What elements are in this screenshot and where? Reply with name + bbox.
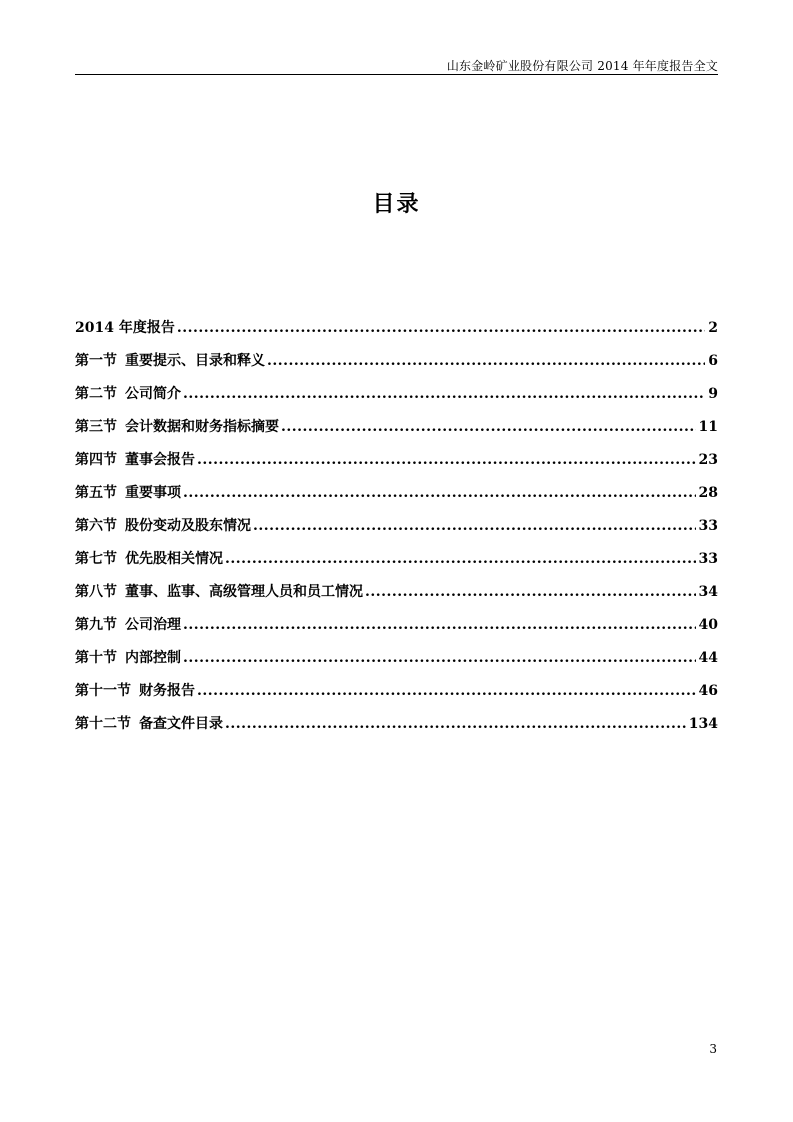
toc-entry-label (75, 713, 223, 733)
toc-entry-section-5[interactable] (75, 482, 718, 515)
toc-dot-leader (253, 518, 696, 534)
toc-dot-leader (225, 551, 696, 567)
toc-entry-section-7[interactable] (75, 548, 718, 581)
running-header: 山东金岭矿业股份有限公司 2014 年年度报告全文 (446, 59, 718, 73)
toc-entry-page: 134 (688, 716, 718, 732)
toc-entry-section-6[interactable] (75, 515, 718, 548)
toc-entry-title: 重要事项 (125, 485, 181, 501)
toc-dot-leader (197, 452, 696, 468)
toc-entry-page: 9 (708, 386, 718, 402)
toc-entry-chapter: 第二节 (75, 386, 117, 402)
toc-entry-label (75, 614, 181, 634)
toc-entry-chapter: 第七节 (75, 551, 117, 567)
toc-entry-chapter: 第四节 (75, 452, 117, 468)
toc-entry-title: 内部控制 (125, 650, 181, 666)
toc-entry-page: 46 (698, 683, 718, 699)
toc-dot-leader (281, 419, 696, 435)
toc-entry-section-4[interactable] (75, 449, 718, 482)
toc-entry-label (75, 647, 181, 667)
toc-entry-annual-report[interactable] (75, 317, 718, 350)
toc-dot-leader (183, 617, 696, 633)
toc-entry-page: 2 (708, 320, 718, 336)
toc-entry-title: 股份变动及股东情况 (125, 518, 251, 534)
page-title: 目录 (372, 191, 421, 217)
toc-entry-page: 40 (698, 617, 718, 633)
toc-entry-page: 44 (698, 650, 718, 666)
toc-entry-title: 财务报告 (139, 683, 195, 699)
toc-entry-label (75, 548, 223, 568)
toc-entry-title: 公司治理 (125, 617, 181, 633)
header-divider (75, 74, 718, 75)
toc-entry-label (75, 350, 265, 370)
toc-entry-section-12[interactable] (75, 713, 718, 746)
toc-entry-chapter: 第八节 (75, 584, 117, 600)
toc-entry-page: 23 (698, 452, 718, 468)
toc-entry-label (75, 416, 279, 436)
toc-entry-chapter: 第三节 (75, 419, 117, 435)
toc-entry-section-11[interactable] (75, 680, 718, 713)
toc-dot-leader (183, 386, 705, 402)
toc-entry-title: 董事会报告 (125, 452, 195, 468)
toc-entry-page: 6 (708, 353, 718, 369)
toc-entry-page: 33 (698, 551, 718, 567)
toc-dot-leader (183, 650, 696, 666)
toc-entry-page: 33 (698, 518, 718, 534)
toc-entry-section-3[interactable] (75, 416, 718, 449)
toc-entry-chapter: 第十一节 (75, 683, 131, 699)
toc-entry-chapter: 第一节 (75, 353, 117, 369)
toc-entry-title: 备查文件目录 (139, 716, 223, 732)
toc-dot-leader (177, 320, 705, 336)
toc-entry-page: 28 (698, 485, 718, 501)
toc-entry-title: 公司简介 (125, 386, 181, 402)
toc-dot-leader (365, 584, 696, 600)
toc-entry-label (75, 515, 251, 535)
page-number: 3 (709, 1042, 717, 1056)
toc-entry-title: 会计数据和财务指标摘要 (125, 419, 279, 435)
toc-entry-page: 11 (698, 419, 718, 435)
toc-entry-section-1[interactable] (75, 350, 718, 383)
toc-entry-page: 34 (698, 584, 718, 600)
toc-entry-section-8[interactable] (75, 581, 718, 614)
table-of-contents (75, 317, 718, 746)
toc-dot-leader (225, 716, 686, 732)
toc-entry-chapter: 第十节 (75, 650, 117, 666)
toc-dot-leader (267, 353, 705, 369)
toc-entry-chapter: 第九节 (75, 617, 117, 633)
toc-dot-leader (183, 485, 696, 501)
toc-entry-label (75, 317, 175, 337)
toc-entry-label (75, 383, 181, 403)
toc-entry-title: 董事、监事、高级管理人员和员工情况 (125, 584, 363, 600)
toc-entry-chapter: 第十二节 (75, 716, 131, 732)
toc-entry-section-9[interactable] (75, 614, 718, 647)
toc-entry-title: 优先股相关情况 (125, 551, 223, 567)
toc-entry-label (75, 680, 195, 700)
toc-entry-section-10[interactable] (75, 647, 718, 680)
toc-dot-leader (197, 683, 696, 699)
toc-entry-section-2[interactable] (75, 383, 718, 416)
toc-entry-title: 2014 年度报告 (75, 320, 175, 336)
toc-entry-label (75, 482, 181, 502)
toc-entry-chapter: 第五节 (75, 485, 117, 501)
toc-entry-label (75, 449, 195, 469)
toc-entry-label (75, 581, 363, 601)
toc-entry-chapter: 第六节 (75, 518, 117, 534)
toc-entry-title: 重要提示、目录和释义 (125, 353, 265, 369)
